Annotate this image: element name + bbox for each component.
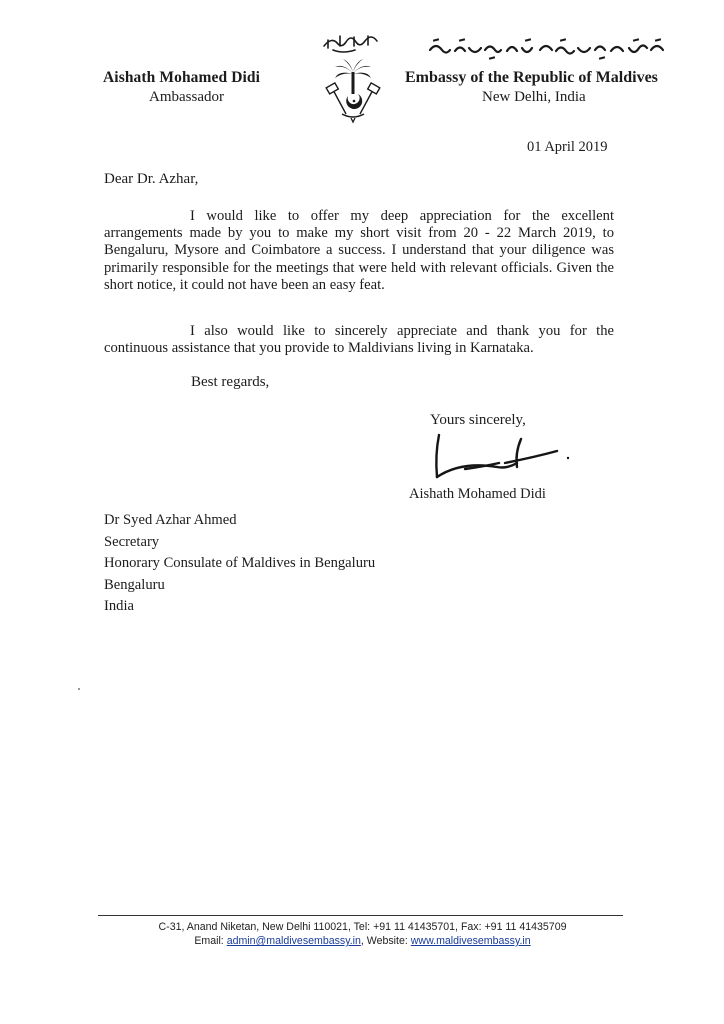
embassy-name: Embassy of the Republic of Maldives — [405, 69, 658, 86]
recipient-organization: Honorary Consulate of Maldives in Bengaluru — [104, 555, 376, 571]
body-paragraph-1: I would like to offer my deep appreciation for the excellent arrangements made by you to make my short visit from 20 - 22 March 2019, to Bengaluru, Mysore and Coimbatore a success. I understand that your diligence was primarily responsible for the meetings that were held with relevant officials. Given the short notice, it could not have been an easy feat. — [104, 208, 614, 293]
email-label: Email: — [194, 935, 227, 947]
maldives-coat-of-arms-icon — [318, 30, 388, 125]
recipient-country: India — [104, 598, 134, 614]
salutation: Dear Dr. Azhar, — [104, 171, 199, 187]
website-link[interactable]: www.maldivesembassy.in — [410, 935, 531, 947]
email-link[interactable]: admin@maldivesembassy.in — [226, 935, 361, 947]
scan-speck — [78, 688, 80, 690]
recipient-address — [104, 510, 375, 618]
website-label: , Website: — [360, 935, 411, 947]
sender-name: Aishath Mohamed Didi — [103, 69, 261, 86]
footer-address: C-31, Anand Niketan, New Delhi 110021, Tel: +91 11 41435701, Fax: +91 11 41435709 — [158, 921, 567, 933]
embassy-city: New Delhi, India — [482, 89, 586, 105]
footer-divider — [98, 915, 623, 916]
handwritten-signature — [425, 433, 575, 483]
bismillah-calligraphy-icon — [324, 36, 377, 52]
closing: Best regards, — [191, 374, 270, 390]
footer-contact — [100, 935, 625, 947]
sign-off: Yours sincerely, — [430, 412, 526, 428]
recipient-city: Bengaluru — [104, 576, 165, 593]
letter-date: 01 April 2019 — [527, 139, 608, 155]
recipient-title: Secretary — [104, 533, 160, 550]
thaana-script-heading — [425, 36, 675, 62]
signer-name: Aishath Mohamed Didi — [409, 486, 546, 502]
sender-title: Ambassador — [149, 89, 224, 105]
body-paragraph-2: I also would like to sincerely appreciate and thank you for the continuous assistance that you provide to Maldivians living in Karnataka. — [104, 323, 614, 357]
recipient-name: Dr Syed Azhar Ahmed — [104, 512, 237, 528]
